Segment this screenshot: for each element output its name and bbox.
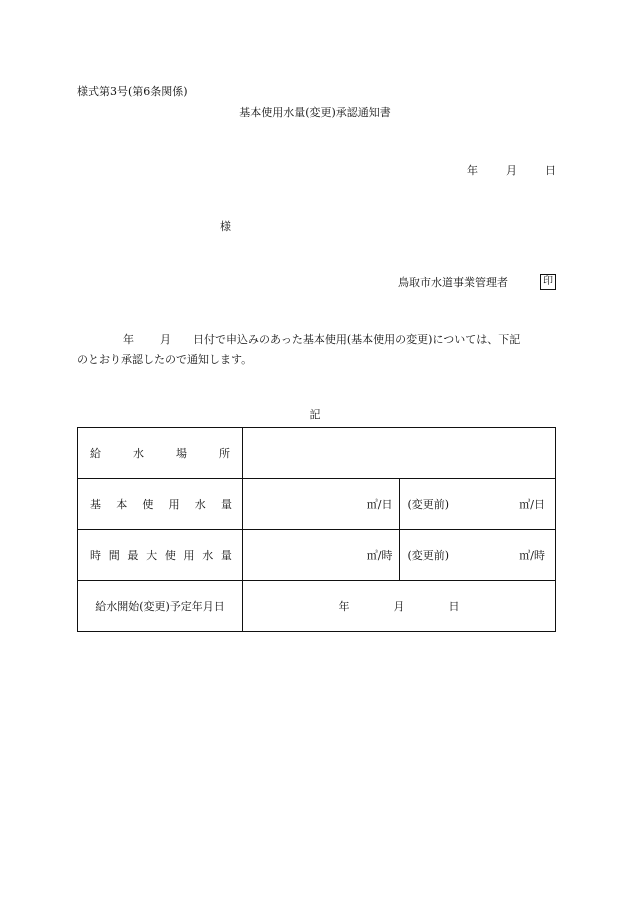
body-line-2: のとおり承認したので通知します。 [77,353,253,366]
label-char: 場 [176,447,187,460]
addressee-suffix: 様 [220,220,231,233]
label-char: 大 [146,549,158,562]
table-row-start-date [78,581,556,632]
table-row-basic-usage [78,479,556,530]
form-number: 様式第3号(第6条関係) [77,85,188,98]
label-char: 給 [90,447,101,460]
body-year: 年 [123,333,134,346]
label-char: 本 [116,498,128,511]
label-char: 最 [127,549,139,562]
label-char: 基 [90,498,101,511]
unit-label: ㎥/日 [366,498,393,511]
date-day-label: 日 [545,164,556,177]
location-value[interactable] [243,428,556,479]
label-char: 用 [183,549,195,562]
date-year-label: 年 [338,600,350,613]
issuer-block [398,274,556,290]
body-paragraph [77,330,556,370]
date-month-label: 月 [393,600,405,613]
label-start-date [78,581,243,632]
unit-label: ㎥/時 [366,549,393,562]
label-char: 用 [168,498,180,511]
seal-mark: 印 [540,274,556,290]
start-date-value[interactable] [243,581,556,632]
unit-label: ㎥/時 [519,549,545,562]
max-hourly-before[interactable] [399,530,556,581]
basic-usage-before[interactable] [399,479,556,530]
label-text: 給水開始(変更)予定年月日 [95,600,225,613]
label-basic-usage [78,479,243,530]
max-hourly-value[interactable] [243,530,400,581]
table-row-location [78,428,556,479]
body-text-rest: 日付で申込みのあった基本使用(基本使用の変更)については、下記 [193,333,521,346]
label-char: 使 [142,498,154,511]
unit-label: ㎥/日 [519,498,545,511]
date-month-label: 月 [506,164,517,177]
date-day-label: 日 [448,600,460,613]
label-char: 水 [133,447,144,460]
date-year-label: 年 [467,164,478,177]
label-location [78,428,243,479]
label-char: 使 [164,549,176,562]
before-label: (変更前) [407,498,450,511]
document-title: 基本使用水量(変更)承認通知書 [239,106,391,119]
table-row-max-hourly [78,530,556,581]
issuer-name: 鳥取市水道事業管理者 [398,276,508,289]
body-month: 月 [160,333,171,346]
body-line-1 [77,330,556,350]
info-table [77,427,556,632]
label-char: 量 [220,549,232,562]
label-char: 水 [202,549,214,562]
label-char: 水 [194,498,206,511]
label-max-hourly [78,530,243,581]
basic-usage-value[interactable] [243,479,400,530]
label-char: 時 [90,549,101,562]
before-label: (変更前) [407,549,450,562]
label-char: 所 [219,447,230,460]
label-char: 間 [108,549,120,562]
label-char: 量 [220,498,232,511]
section-heading: 記 [309,408,321,421]
issue-date [467,162,556,178]
